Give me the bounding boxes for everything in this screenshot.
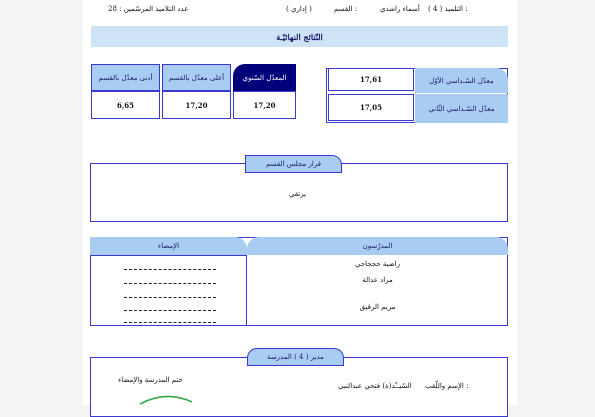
signature-header: الإمضاء bbox=[90, 237, 247, 255]
teacher-name: مريم الرقيق bbox=[359, 303, 396, 311]
director-header: مدير ( 4 ) المدرسة bbox=[247, 348, 344, 366]
student-name: أسماء راشدي bbox=[380, 5, 420, 13]
highest-average-label: أعلى معدّل بالقسم bbox=[162, 64, 231, 91]
signature-line bbox=[124, 310, 216, 311]
teachers-header: المدرّسون bbox=[247, 237, 508, 255]
class-value: ( إداري ) bbox=[286, 5, 312, 13]
council-header: قرار مجلس القسم bbox=[245, 155, 342, 173]
class-label: القسم : bbox=[334, 5, 358, 13]
page-title: النّتائج النهائيّـة bbox=[91, 26, 508, 47]
teacher-name: مراد عدالة bbox=[362, 276, 393, 284]
lowest-average-value: 6,65 bbox=[91, 91, 160, 119]
annual-average-value: 17,20 bbox=[233, 91, 296, 119]
signature-line bbox=[124, 269, 216, 270]
signature-line bbox=[124, 297, 216, 298]
stamp-label: ختم المدرسة والإمضاء bbox=[118, 376, 183, 384]
semester2-label: معدّل السّـداسي الثّاني bbox=[415, 94, 508, 123]
teacher-name: راضية حججاجي bbox=[354, 260, 401, 268]
highest-average-value: 17,20 bbox=[162, 91, 231, 119]
semester1-value: 17,61 bbox=[328, 68, 414, 91]
signature-line bbox=[124, 283, 216, 284]
annual-average-label: المعدّل السّنوي bbox=[233, 64, 296, 91]
semester2-value: 17,05 bbox=[328, 94, 414, 121]
lowest-average-label: أدنى معدّل بالقسم bbox=[91, 64, 160, 91]
school-stamp-icon bbox=[136, 394, 196, 405]
semester1-label: معدّل السّـداسي الأوّل bbox=[415, 68, 508, 93]
signature-column bbox=[90, 255, 247, 326]
signature-line bbox=[124, 322, 216, 323]
council-decision: يرتقي bbox=[288, 190, 307, 198]
director-name: السّيــّد(ة) فتحي عبدالنبي bbox=[338, 382, 412, 390]
director-name-label: الإسم واللّقب : bbox=[425, 382, 469, 390]
students-count: عدد التلاميذ المرسّمين : 28 bbox=[108, 5, 189, 13]
student-label: التلميذ ( 4 ) : bbox=[428, 5, 468, 13]
